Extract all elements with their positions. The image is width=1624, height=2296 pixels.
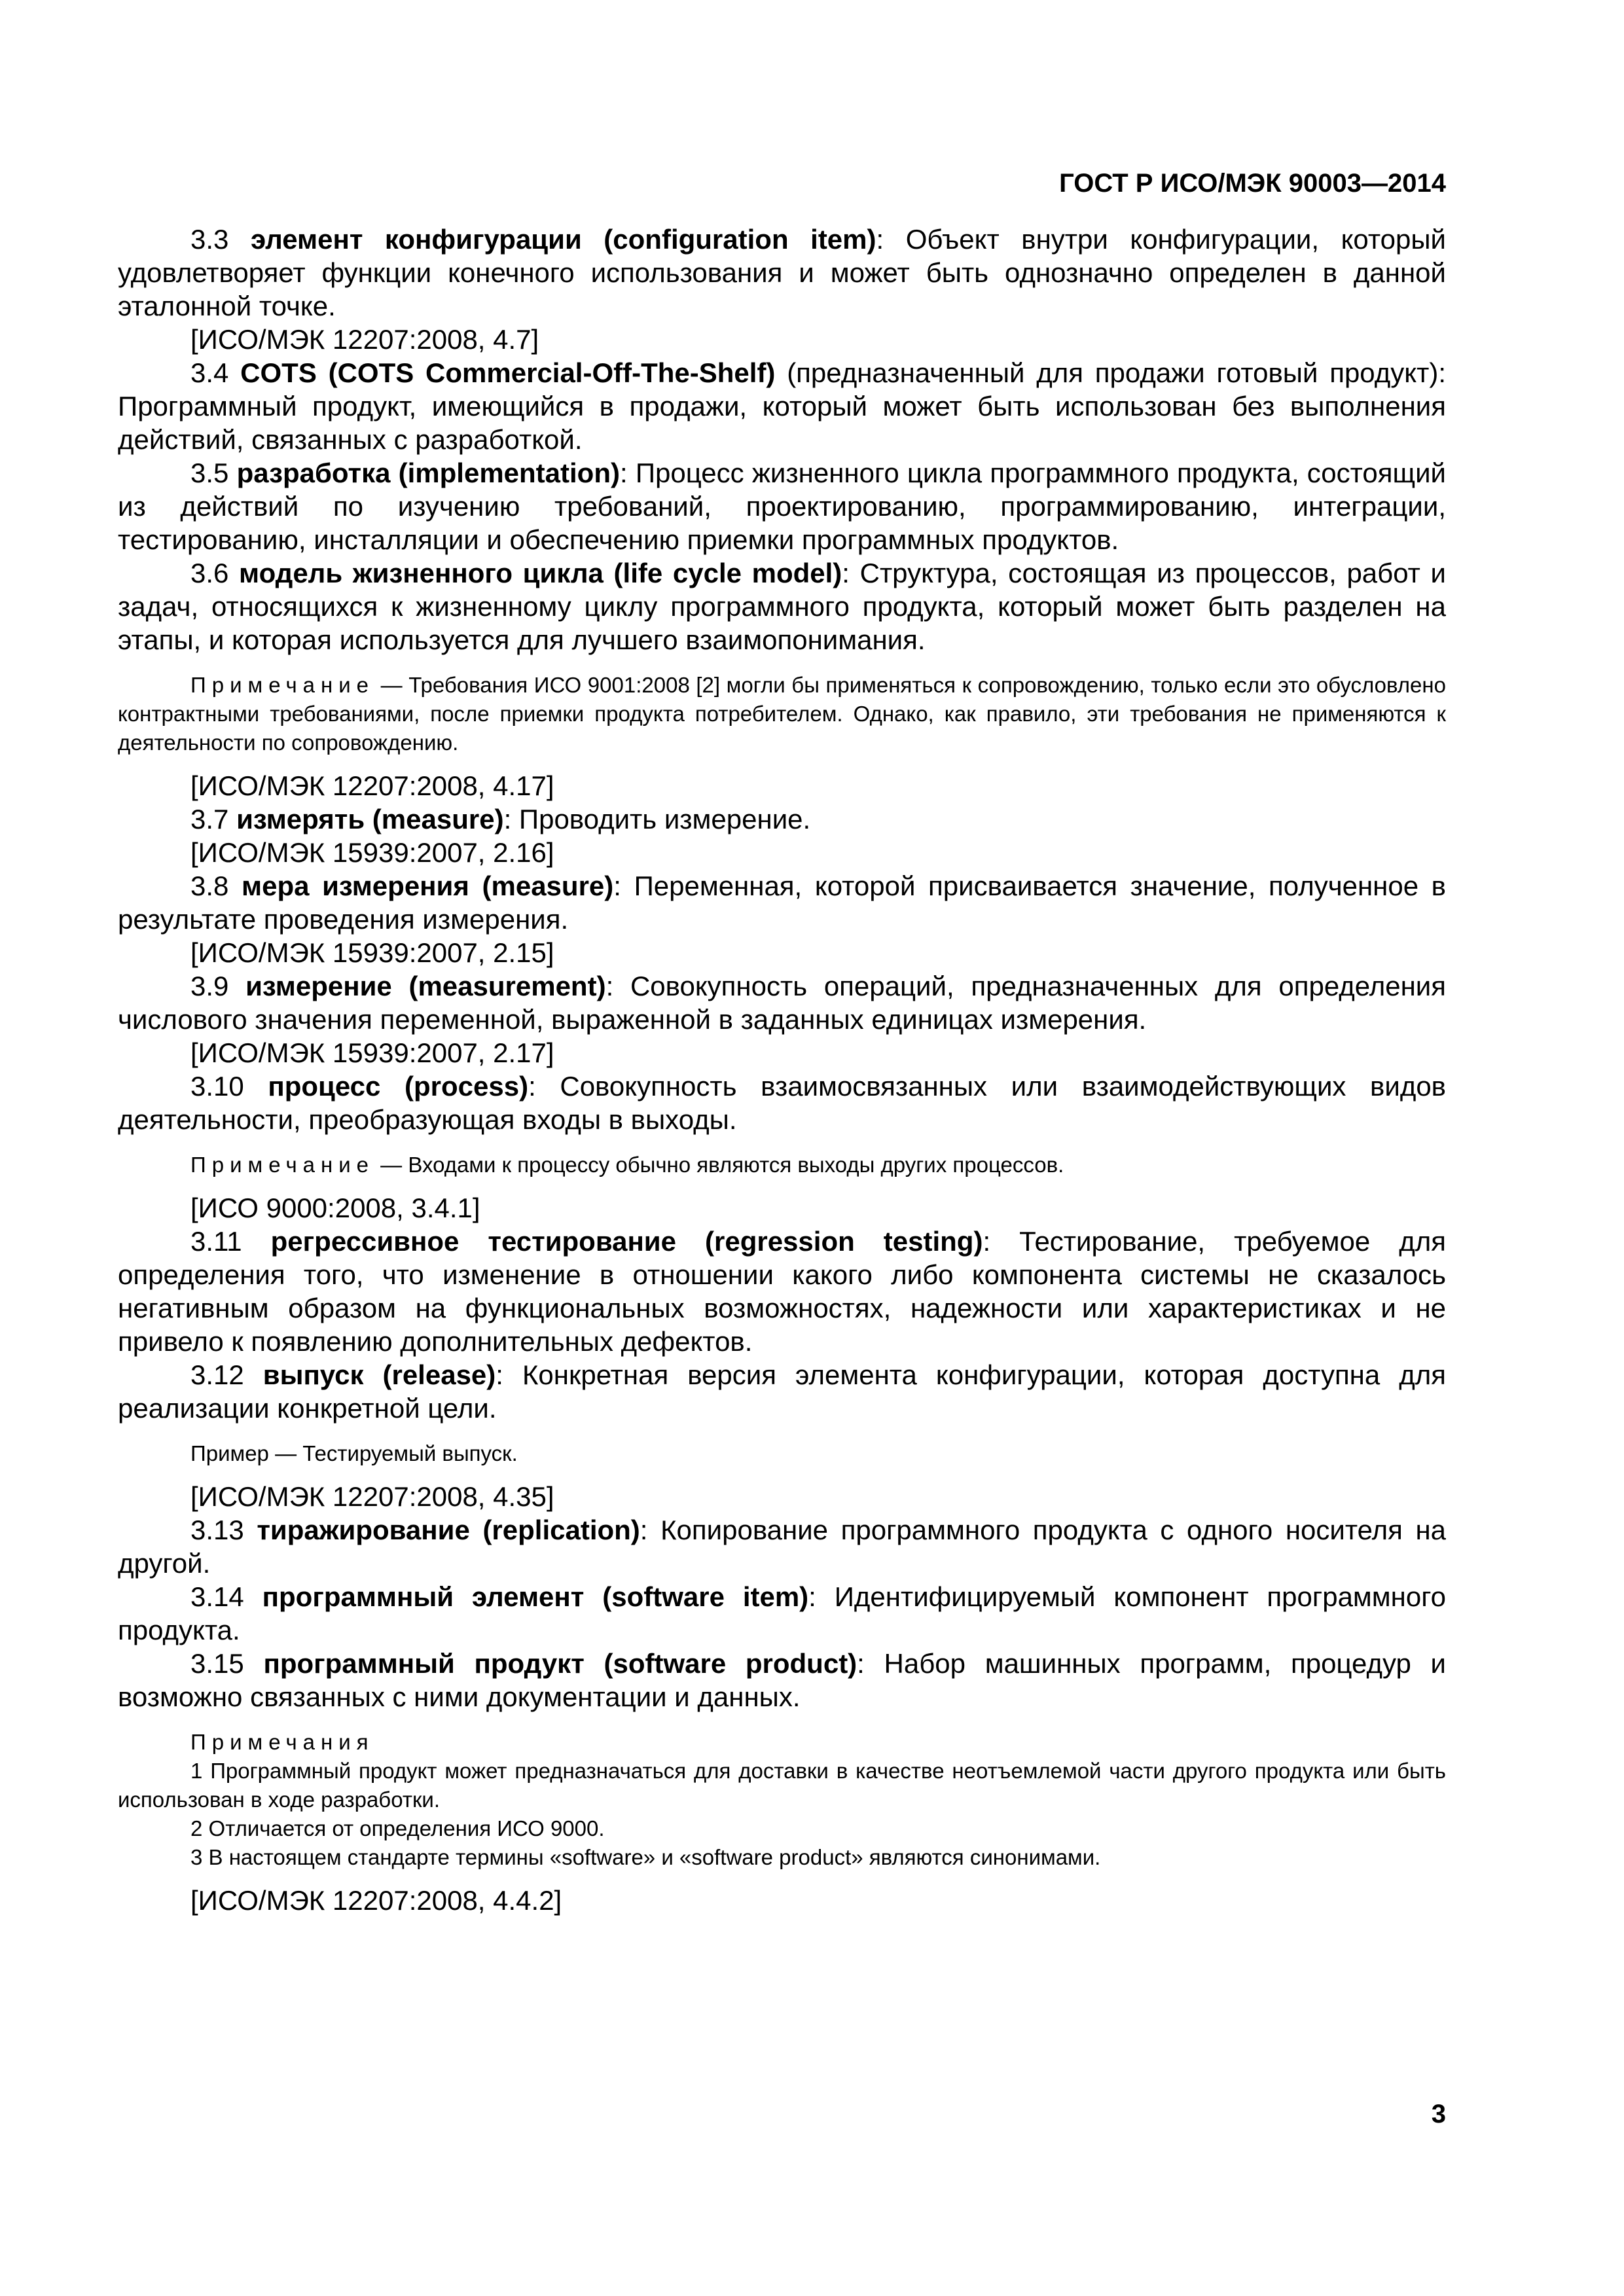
reference: [ИСО/МЭК 15939:2007, 2.15] xyxy=(190,937,554,968)
term-number: 3.7 xyxy=(190,804,237,834)
term-3-3 xyxy=(118,223,1446,323)
term-definition: : Идентифицируемый компонент программного продукта. xyxy=(118,1581,1446,1645)
term-number: 3.15 xyxy=(190,1648,264,1679)
page-number: 3 xyxy=(1431,2100,1446,2128)
term-number: 3.8 xyxy=(190,870,242,901)
note-label: Примечание xyxy=(190,1153,375,1177)
term-number: 3.5 xyxy=(190,457,237,488)
term-3-13 xyxy=(118,1513,1446,1580)
note-label: Примечание xyxy=(190,673,375,697)
term-number: 3.3 xyxy=(190,224,251,255)
term-3-10 xyxy=(118,1069,1446,1136)
term-number: 3.12 xyxy=(190,1359,263,1390)
term-3-8 xyxy=(118,869,1446,936)
term-title: программный элемент (software item) xyxy=(262,1581,809,1612)
note xyxy=(118,671,1446,757)
term-title: регрессивное тестирование (regression testing) xyxy=(270,1226,983,1257)
term-title: модель жизненного цикла (life cycle model) xyxy=(239,558,842,588)
notes-label: Примечания xyxy=(190,1730,374,1754)
term-3-6 xyxy=(118,556,1446,656)
note xyxy=(118,1151,1446,1179)
note-text: — Требования ИСО 9001:2008 [2] могли бы применяться к сопровождению, только если это обусловлено контрактными требованиями, после приемки продукта потребителем. Однако, как правило, эти требования не применяются к деятельности по сопровождению. xyxy=(118,673,1446,755)
term-3-12 xyxy=(118,1358,1446,1425)
term-definition: : Тестирование, требуемое для определения того, что изменение в отношении какого либо компонента системы не сказалось негативным образом на функциональных возможностях, надежности или характеристиках и не привело к появлению дополнительных дефектов. xyxy=(118,1226,1447,1357)
term-title: мера измерения (measure) xyxy=(242,870,614,901)
term-definition: : Набор машинных программ, процедур и возможно связанных с ними документации и данных. xyxy=(118,1648,1446,1712)
document-standard-id: ГОСТ Р ИСО/МЭК 90003—2014 xyxy=(1059,169,1446,198)
term-definition: : Совокупность операций, предназначенных для определения числового значения переменной, выраженной в заданных единицах измерения. xyxy=(118,971,1446,1035)
term-definition: : Конкретная версия элемента конфигурации, которая доступна для реализации конкретной цели. xyxy=(118,1359,1446,1424)
term-title: тиражирование (replication) xyxy=(257,1515,640,1545)
reference: [ИСО/МЭК 12207:2008, 4.35] xyxy=(190,1481,554,1512)
terms-content xyxy=(118,223,1446,1917)
term-3-5 xyxy=(118,456,1446,556)
term-title: разработка (implementation) xyxy=(236,457,620,488)
term-3-7 xyxy=(118,802,1446,836)
term-title: выпуск (release) xyxy=(262,1359,496,1390)
term-title: измерение (measurement) xyxy=(245,971,606,1001)
term-number: 3.4 xyxy=(190,357,241,388)
example: Пример — Тестируемый выпуск. xyxy=(190,1441,518,1465)
reference: [ИСО/МЭК 15939:2007, 2.16] xyxy=(190,837,554,868)
term-title: элемент конфигурации (configuration item) xyxy=(250,224,876,255)
term-number: 3.9 xyxy=(190,971,246,1001)
term-definition: : Копирование программного продукта с одного носителя на другой. xyxy=(118,1515,1447,1579)
term-title: программный продукт (software product) xyxy=(263,1648,857,1679)
note-item-1: 1 Программный продукт может предназначаться для доставки в качестве неотъемлемой части другого продукта или быть использован в ходе разработки. xyxy=(118,1759,1446,1812)
term-definition: : Объект внутри конфигурации, который удовлетворяет функции конечного использования и может быть однозначно определен в данной эталонной точке. xyxy=(118,224,1446,321)
term-title: измерять (measure) xyxy=(236,804,504,834)
term-3-4 xyxy=(118,356,1446,456)
term-number: 3.11 xyxy=(190,1226,271,1257)
term-definition: (предназначенный для продажи готовый продукт): Программный продукт, имеющийся в продажи, который может быть использован без выполнения действий, связанных с разработкой. xyxy=(118,357,1446,455)
term-number: 3.13 xyxy=(190,1515,257,1545)
term-number: 3.14 xyxy=(190,1581,262,1612)
reference: [ИСО/МЭК 12207:2008, 4.7] xyxy=(190,324,539,355)
reference: [ИСО/МЭК 12207:2008, 4.17] xyxy=(190,770,554,801)
term-number: 3.6 xyxy=(190,558,240,588)
term-title: процесс (process) xyxy=(268,1071,529,1102)
term-definition: : Совокупность взаимосвязанных или взаимодействующих видов деятельности, преобразующая входы в выходы. xyxy=(118,1071,1446,1135)
term-3-14 xyxy=(118,1580,1446,1647)
notes-list xyxy=(118,1728,1446,1872)
term-3-15 xyxy=(118,1647,1446,1713)
note-text: — Входами к процессу обычно являются выходы других процессов. xyxy=(374,1153,1064,1177)
term-definition: : Переменная, которой присваивается значение, полученное в результате проведения измерения. xyxy=(118,870,1446,935)
term-definition: : Структура, состоящая из процессов, работ и задач, относящихся к жизненному циклу программного продукта, который может быть разделен на этапы, и которая используется для лучшего взаимопонимания. xyxy=(118,558,1446,655)
term-3-9 xyxy=(118,969,1446,1036)
reference: [ИСО/МЭК 12207:2008, 4.4.2] xyxy=(190,1885,562,1916)
term-3-11 xyxy=(118,1225,1446,1358)
reference: [ИСО 9000:2008, 3.4.1] xyxy=(190,1193,480,1223)
term-title: COTS (COTS Commercial-Off-The-Shelf) xyxy=(240,357,776,388)
note-item-3: 3 В настоящем стандарте термины «software» и «software product» являются синонимами. xyxy=(190,1845,1101,1869)
term-definition: : Проводить измерение. xyxy=(503,804,811,834)
reference: [ИСО/МЭК 15939:2007, 2.17] xyxy=(190,1037,554,1068)
term-number: 3.10 xyxy=(190,1071,268,1102)
note-item-2: 2 Отличается от определения ИСО 9000. xyxy=(190,1816,605,1840)
term-definition: : Процесс жизненного цикла программного продукта, состоящий из действий по изучению требований, проектированию, программированию, интеграции, тестированию, инсталляции и обеспечению приемки программных продуктов. xyxy=(118,457,1446,555)
